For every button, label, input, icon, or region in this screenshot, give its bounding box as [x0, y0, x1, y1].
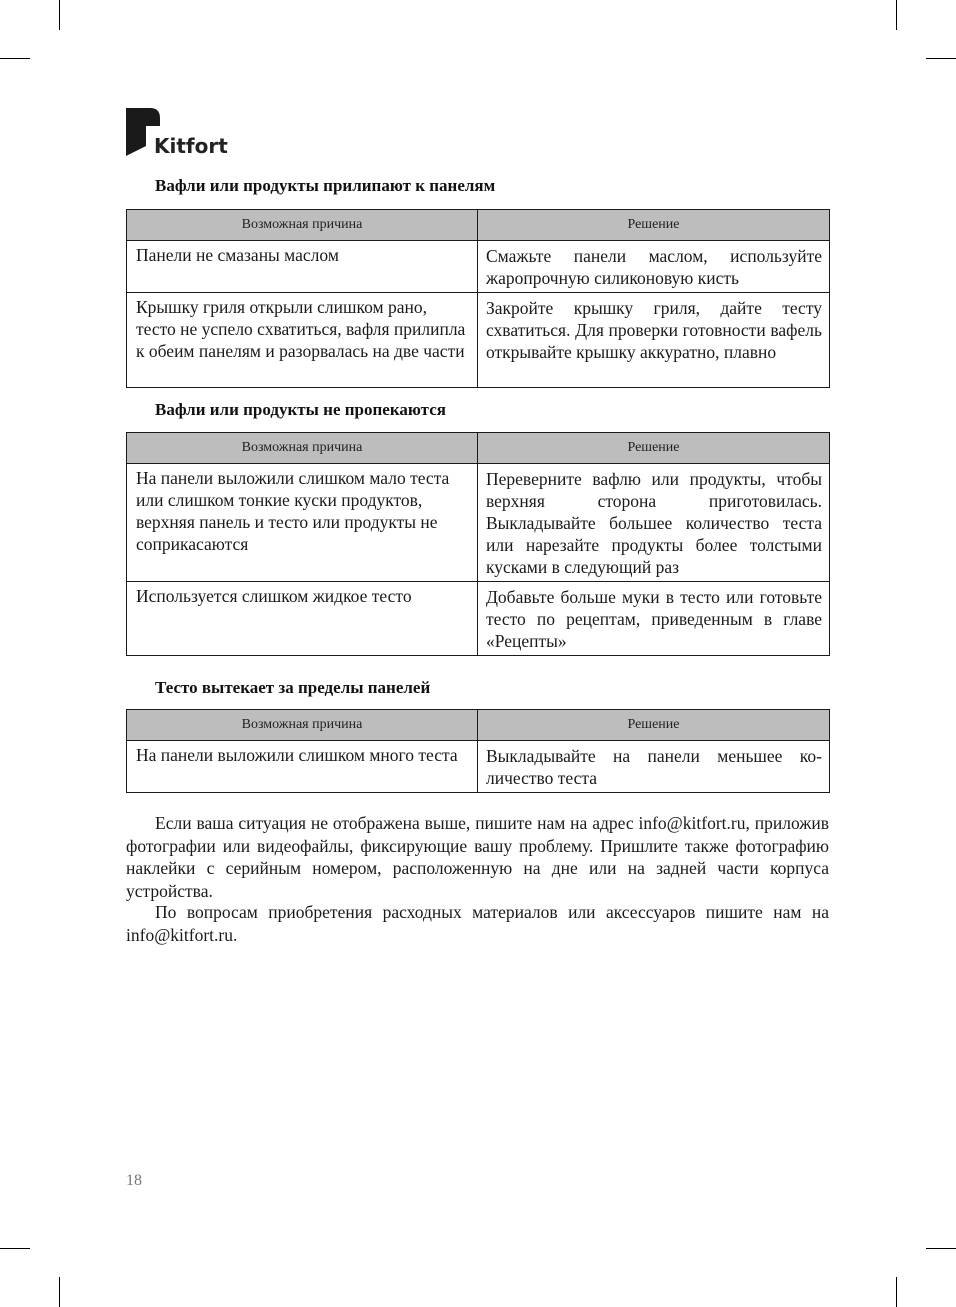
paragraph-text: По вопросам приобретения расходных материалов или аксессуаров пишите нам на info@kitfort.ru.	[126, 902, 829, 945]
table-row	[127, 293, 830, 388]
column-header-solution: Решение	[478, 210, 830, 241]
troubleshooting-table	[126, 709, 830, 793]
contact-paragraph	[126, 812, 829, 902]
table-row	[127, 741, 830, 793]
crop-mark	[59, 0, 60, 30]
page-number: 18	[126, 1172, 142, 1189]
brand-name: Kitfort	[154, 134, 228, 158]
troubleshooting-table	[126, 432, 830, 656]
crop-mark	[926, 58, 956, 59]
column-header-cause: Возможная причина	[127, 710, 478, 741]
cause-cell: Крышку гриля открыли слишком рано, тесто не успело схватиться, вафля прилипла к обеим панелям и разорвалась на две части	[127, 293, 478, 388]
crop-mark	[926, 1248, 956, 1249]
column-header-cause: Возможная причина	[127, 210, 478, 241]
column-header-solution: Решение	[478, 710, 830, 741]
section-title: Вафли или продукты прилипают к панелям	[155, 176, 496, 195]
solution-cell: Добавьте больше муки в тесто или готовьте тесто по рецептам, приведенным в главе «Рецепты»	[478, 582, 830, 656]
table-row	[127, 464, 830, 582]
solution-cell: Выкладывайте на панели меньшее количество теста	[478, 741, 830, 793]
solution-cell: Закройте крышку гриля, дайте тесту схватиться. Для проверки готовности вафель открывайте крышку аккуратно, плавно	[478, 293, 830, 388]
cause-cell: Панели не смазаны маслом	[127, 241, 478, 293]
paragraph-text: Если ваша ситуация не отображена выше, пишите нам на адрес info@kitfort.ru, приложив фотографии или видеофайлы, фиксирующие вашу проблему. Пришлите также фотографию наклейки с серийным номером, расположенную на дне или на задней части корпуса устройства.	[126, 813, 829, 901]
column-header-cause: Возможная причина	[127, 433, 478, 464]
accessories-paragraph	[126, 901, 829, 946]
section-title: Тесто вытекает за пределы панелей	[155, 678, 431, 697]
crop-mark	[896, 1277, 897, 1307]
crop-mark	[59, 1277, 60, 1307]
table-row	[127, 241, 830, 293]
column-header-solution: Решение	[478, 433, 830, 464]
kitfort-logo	[126, 108, 256, 158]
table-row	[127, 582, 830, 656]
crop-mark	[896, 0, 897, 30]
solution-cell: Смажьте панели маслом, используйте жаропрочную силиконовую кисть	[478, 241, 830, 293]
crop-mark	[0, 1248, 30, 1249]
solution-cell: Переверните вафлю или продукты, чтобы верхняя сторона приготовилась. Выкладывайте большее количество теста или нарезайте продукты более толстыми кусками в следующий раз	[478, 464, 830, 582]
troubleshooting-table	[126, 209, 830, 388]
cause-cell: На панели выложили слишком много теста	[127, 741, 478, 793]
section-title: Вафли или продукты не пропекаются	[155, 400, 446, 419]
cause-cell: Используется слишком жидкое тесто	[127, 582, 478, 656]
cause-cell: На панели выложили слишком мало теста или слишком тонкие куски продуктов, верхняя панель и тесто или продукты не соприкасаются	[127, 464, 478, 582]
crop-mark	[0, 58, 30, 59]
